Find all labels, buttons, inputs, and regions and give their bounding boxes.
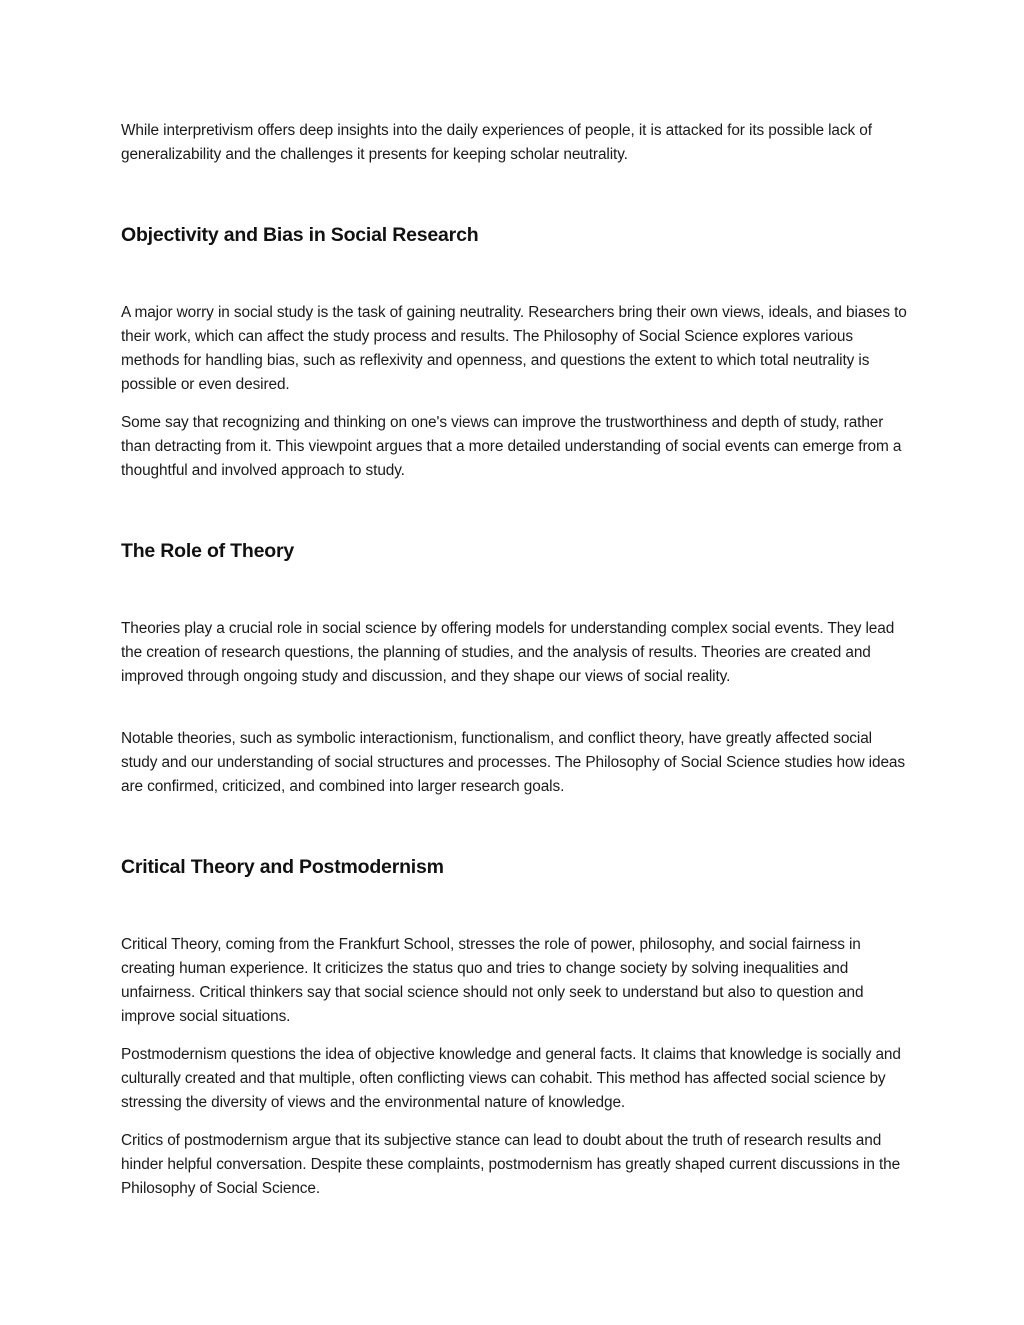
section-heading-objectivity: Objectivity and Bias in Social Research — [121, 224, 479, 246]
objectivity-paragraph-2: Some say that recognizing and thinking on one's views can improve the trustworthiness and depth of study, rather than detracting from it. This viewpoint argues that a more detailed understanding of social events can emerge from a thoughtful and involved approach to study. — [121, 414, 902, 479]
critical-theory-paragraph-3: Critics of postmodernism argue that its subjective stance can lead to doubt about the truth of research results and hinder helpful conversation. Despite these complaints, postmodernism has greatly shaped current discussions in the Philosophy of Social Science. — [121, 1132, 901, 1197]
theory-paragraph-2: Notable theories, such as symbolic interactionism, functionalism, and conflict theory, have greatly affected social study and our understanding of social structures and processes. The Philosophy of Social Science studies how ideas are confirmed, criticized, and combined into larger research goals. — [121, 730, 905, 795]
intro-paragraph: While interpretivism offers deep insights into the daily experiences of people, it is attacked for its possible lack of generalizability and the challenges it presents for keeping scholar neutrality. — [121, 122, 872, 163]
objectivity-paragraph-1: A major worry in social study is the task of gaining neutrality. Researchers bring their own views, ideals, and biases to their work, which can affect the study process and results. The Philosophy of Social Science explores various methods for handling bias, such as reflexivity and openness, and questions the extent to which total neutrality is possible or even desired. — [121, 304, 907, 393]
theory-paragraph-1: Theories play a crucial role in social science by offering models for understanding complex social events. They lead the creation of research questions, the planning of studies, and the analysis of results. Theories are created and improved through ongoing study and discussion, and they shape our views of social reality. — [121, 620, 895, 685]
critical-theory-paragraph-1: Critical Theory, coming from the Frankfurt School, stresses the role of power, philosophy, and social fairness in creating human experience. It criticizes the status quo and tries to change society by solving inequalities and unfairness. Critical thinkers say that social science should not only seek to understand but also to question and improve social situations. — [121, 936, 864, 1025]
critical-theory-paragraph-2: Postmodernism questions the idea of objective knowledge and general facts. It claims that knowledge is socially and culturally created and that multiple, often conflicting views can cohabit. This method has affected social science by stressing the diversity of views and the environmental nature of knowledge. — [121, 1046, 901, 1111]
document-page — [121, 0, 911, 1325]
section-heading-theory: The Role of Theory — [121, 540, 294, 562]
section-heading-critical-theory: Critical Theory and Postmodernism — [121, 856, 444, 878]
